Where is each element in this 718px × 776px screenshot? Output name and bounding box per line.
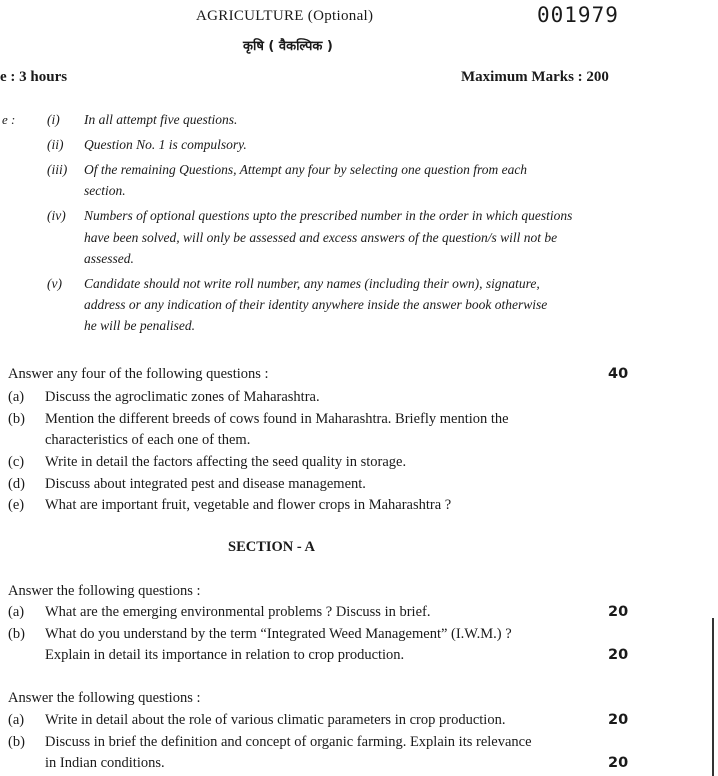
instruction-text: In all attempt five questions. bbox=[84, 112, 238, 127]
instruction-text: section. bbox=[84, 183, 126, 198]
part-label: (e) bbox=[8, 497, 25, 513]
part-text: Explain in detail its importance in relation to crop production. bbox=[45, 647, 405, 663]
part-label: (b) bbox=[8, 411, 25, 427]
instruction-number: (v) bbox=[47, 276, 62, 291]
paper-title-hindi: कृषि ( वैकल्पिक ) bbox=[243, 39, 333, 54]
maximum-marks: Maximum Marks : 200 bbox=[461, 69, 609, 85]
part-label: (b) bbox=[8, 734, 25, 750]
part-marks: 20 bbox=[608, 755, 629, 771]
paper-code: 001979 bbox=[537, 3, 619, 27]
part-marks: 20 bbox=[608, 712, 629, 728]
instruction-text: address or any indication of their identity anywhere inside the answer book otherwise bbox=[84, 297, 548, 312]
paper-title: AGRICULTURE (Optional) bbox=[196, 8, 374, 24]
instruction-text: Of the remaining Questions, Attempt any four by selecting one question from each bbox=[84, 162, 528, 177]
part-label: (d) bbox=[8, 476, 25, 492]
part-text: in Indian conditions. bbox=[45, 755, 165, 771]
part-text: Discuss in brief the definition and concept of organic farming. Explain its relevance bbox=[45, 734, 532, 750]
instruction-number: (iii) bbox=[47, 162, 68, 177]
part-text: Mention the different breeds of cows found in Maharashtra. Briefly mention the bbox=[45, 411, 509, 427]
instruction-text: he will be penalised. bbox=[84, 318, 195, 333]
instructions-colon: e : bbox=[2, 112, 16, 127]
instruction-text: Numbers of optional questions upto the prescribed number in the order in which questions bbox=[84, 208, 573, 223]
margin-rule bbox=[712, 618, 714, 776]
part-label: (c) bbox=[8, 454, 25, 470]
part-label: (a) bbox=[8, 712, 25, 728]
section-title: SECTION - A bbox=[228, 539, 316, 555]
part-text: Discuss the agroclimatic zones of Maharashtra. bbox=[45, 389, 320, 405]
part-text: Write in detail about the role of various climatic parameters in crop production. bbox=[45, 712, 506, 728]
part-marks: 20 bbox=[608, 604, 629, 620]
part-text: What are the emerging environmental problems ? Discuss in brief. bbox=[45, 604, 431, 620]
question-3-intro: Answer the following questions : bbox=[8, 690, 201, 706]
instruction-text: assessed. bbox=[84, 251, 134, 266]
part-text: Write in detail the factors affecting the seed quality in storage. bbox=[45, 454, 407, 470]
part-text: What are important fruit, vegetable and flower crops in Maharashtra ? bbox=[45, 497, 452, 513]
part-text: characteristics of each one of them. bbox=[45, 432, 251, 448]
part-label: (b) bbox=[8, 626, 25, 642]
instruction-text: Candidate should not write roll number, any names (including their own), signature, bbox=[84, 276, 540, 291]
instruction-number: (i) bbox=[47, 112, 60, 127]
part-marks: 20 bbox=[608, 647, 629, 663]
exam-duration: e : 3 hours bbox=[0, 69, 68, 85]
instruction-number: (ii) bbox=[47, 137, 64, 152]
question-1-intro: Answer any four of the following questions : bbox=[8, 366, 269, 382]
part-label: (a) bbox=[8, 604, 25, 620]
instruction-text: have been solved, will only be assessed and excess answers of the question/s will not be bbox=[84, 230, 558, 245]
question-1-marks: 40 bbox=[608, 366, 629, 382]
instruction-number: (iv) bbox=[47, 208, 66, 223]
part-label: (a) bbox=[8, 389, 25, 405]
part-text: What do you understand by the term “Integrated Weed Management” (I.W.M.) ? bbox=[45, 626, 512, 642]
part-text: Discuss about integrated pest and disease management. bbox=[45, 476, 366, 492]
question-2-intro: Answer the following questions : bbox=[8, 583, 201, 599]
instruction-text: Question No. 1 is compulsory. bbox=[84, 137, 247, 152]
